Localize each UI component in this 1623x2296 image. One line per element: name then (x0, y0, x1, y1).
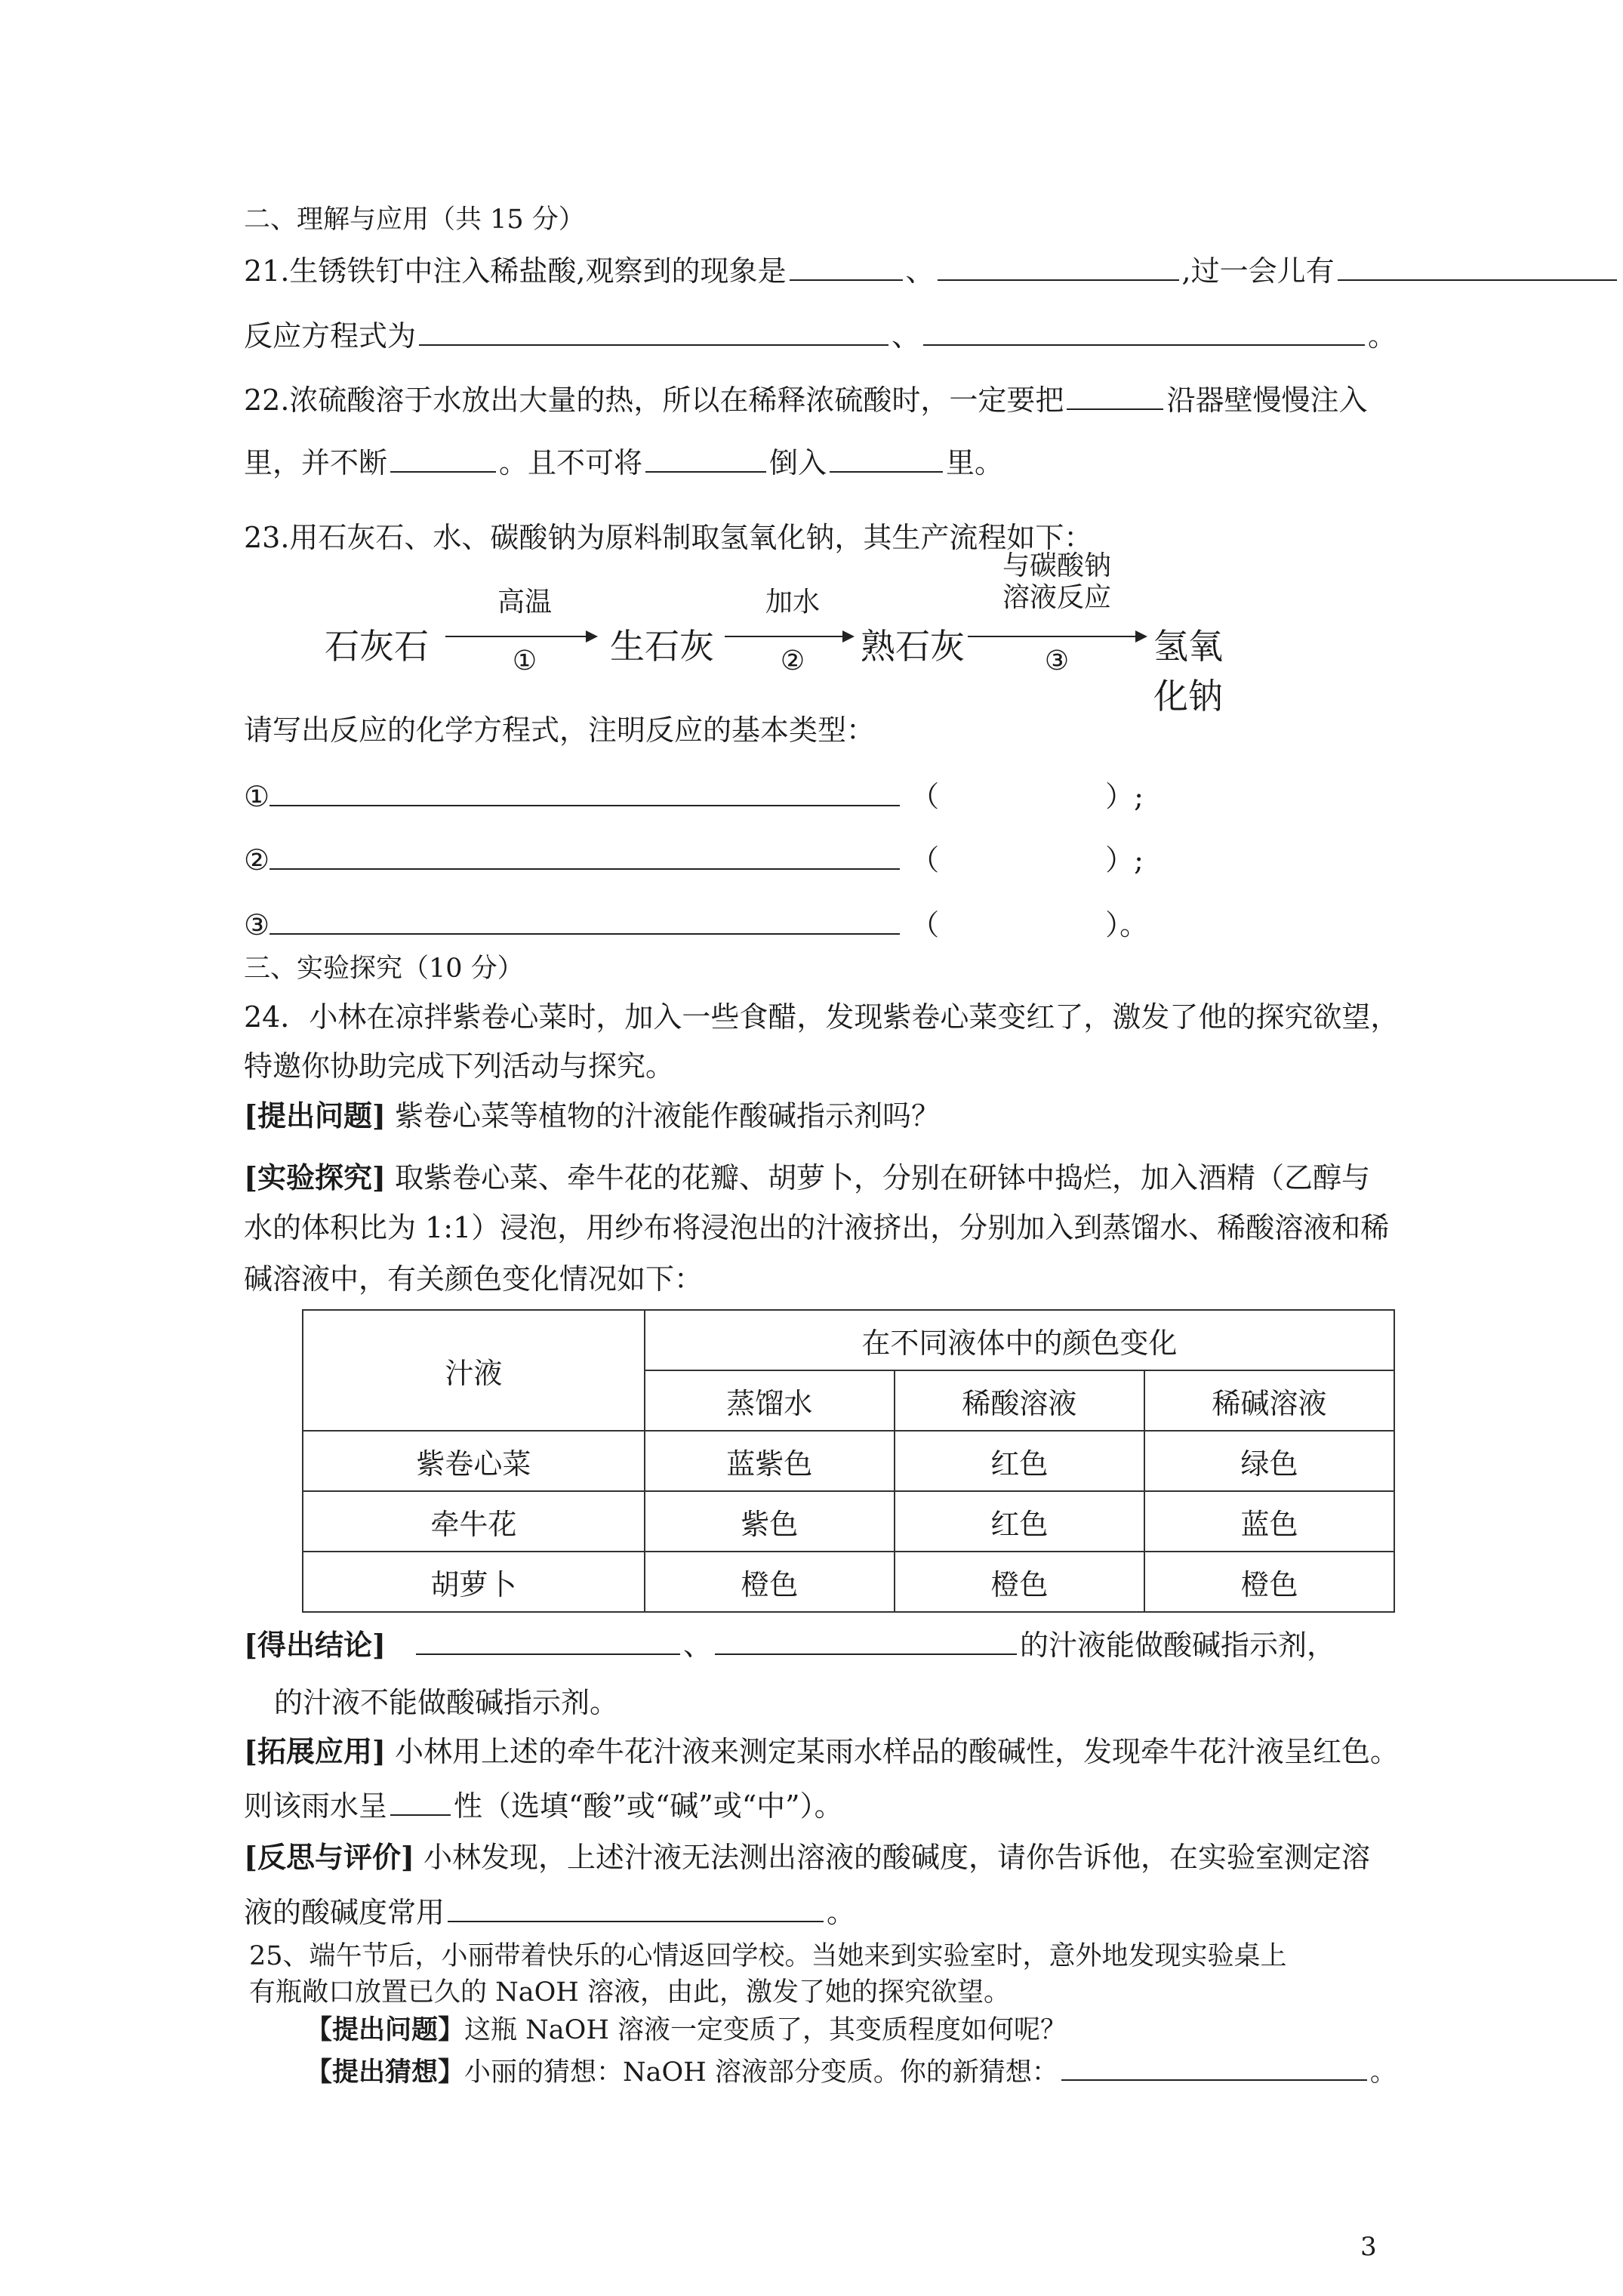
q23-reaction-2: ② （ ）; (244, 841, 1144, 878)
q24-intro-1: 24．小林在凉拌紫卷心菜时，加入一些食醋，发现紫卷心菜变红了，激发了他的探究欲望， (244, 1000, 1400, 1034)
q23-reaction-3: ③ （ ）。 (244, 906, 1148, 943)
q24-application-1: [拓展应用] 小林用上述的牵牛花汁液来测定某雨水样品的酸碱性，发现牵牛花汁液呈红色。 (244, 1734, 1400, 1768)
q23-reaction-1: ① （ ）; (244, 778, 1144, 815)
flow-step-1: ① (512, 646, 537, 676)
q25-question: 【提出问题】这瓶 NaOH 溶液一定变质了，其变质程度如何呢？ (306, 2014, 1067, 2045)
answer-blank (269, 778, 900, 806)
q24-experiment-1: [实验探究] 取紫卷心菜、牵牛花的花瓣、胡萝卜，分别在研钵中捣烂，加入酒精（乙醇与 (244, 1160, 1371, 1194)
flow-node-sodium-hydroxide: 氢氧化钠 (1153, 626, 1223, 717)
answer-blank (830, 444, 943, 473)
production-flow-diagram (325, 550, 1253, 717)
q24-reflection-1: [反思与评价] 小林发现，上述汁液无法测出溶液的酸碱度，请你告诉他，在实验室测定溶 (244, 1840, 1371, 1874)
answer-blank (923, 317, 1365, 346)
flow-label-react-1: 与碳酸钠 (1002, 550, 1111, 581)
q23-intro: 23.用石灰石、水、碳酸钠为原料制取氢氧化钠，其生产流程如下： (244, 521, 1093, 554)
q24-intro-2: 特邀你协助完成下列活动与探究。 (244, 1049, 675, 1083)
q24-question: [提出问题] 紫卷心菜等植物的汁液能作酸碱指示剂吗？ (244, 1099, 941, 1133)
answer-blank (269, 841, 900, 870)
flow-node-limestone: 石灰石 (325, 626, 429, 667)
q25-line-1: 25、端午节后，小丽带着快乐的心情返回学校。当她来到实验室时，意外地发现实验桌上 (249, 1941, 1287, 1971)
answer-blank (715, 1626, 1017, 1655)
section-3-title: 三、实验探究（10 分） (244, 954, 524, 984)
answer-blank (790, 252, 903, 281)
q25-guess: 【提出猜想】小丽的猜想：NaOH 溶液部分变质。你的新猜想： 。 (306, 2052, 1397, 2088)
answer-blank (1061, 2052, 1367, 2081)
q23-prompt: 请写出反应的化学方程式，注明反应的基本类型： (244, 713, 876, 747)
answer-blank (448, 1894, 824, 1922)
q21-line-2: 反应方程式为 、 。 (244, 317, 1397, 354)
q22-line-2: 里，并不断 。且不可将 倒入 里。 (244, 444, 1003, 481)
answer-blank (645, 444, 766, 473)
answer-blank (390, 1787, 451, 1816)
answer-blank (1338, 252, 1617, 281)
answer-blank (1067, 381, 1163, 410)
flow-step-3: ③ (1044, 646, 1070, 676)
q21-line-1: 21.生锈铁钉中注入稀盐酸,观察到的现象是 、 ,过一会儿有 (244, 252, 1620, 289)
color-change-table (302, 1309, 1395, 1613)
table-header-distilled-water: 蒸馏水 (645, 1370, 895, 1431)
flow-step-2: ② (780, 646, 805, 676)
table-row: 紫卷心菜 蓝紫色 红色 绿色 (303, 1431, 1394, 1491)
flow-label-react-2: 溶液反应 (1002, 582, 1111, 613)
q22-line-1: 22.浓硫酸溶于水放出大量的热，所以在稀释浓硫酸时，一定要把 沿器壁慢慢注入 (244, 381, 1367, 418)
q24-experiment-2: 水的体积比为 1:1）浸泡，用纱布将浸泡出的汁液挤出，分别加入到蒸馏水、稀酸溶液和稀 (244, 1211, 1390, 1244)
q24-conclusion-2: 的汁液不能做酸碱指示剂。 (274, 1686, 619, 1719)
page-number: 3 (1360, 2232, 1377, 2262)
q25-line-2: 有瓶敞口放置已久的 NaOH 溶液，由此，激发了她的探究欲望。 (249, 1977, 1010, 2008)
table-header-dilute-base: 稀碱溶液 (1144, 1370, 1394, 1431)
table-header-dilute-acid: 稀酸溶液 (895, 1370, 1144, 1431)
q24-application-2: 则该雨水呈 性（选填“酸”或“碱”或“中”）。 (244, 1787, 843, 1824)
q24-experiment-3: 碱溶液中，有关颜色变化情况如下： (244, 1262, 704, 1296)
table-row: 牵牛花 紫色 红色 蓝色 (303, 1491, 1394, 1552)
flow-node-slaked-lime: 熟石灰 (861, 626, 965, 667)
table-header-color-change: 在不同液体中的颜色变化 (645, 1310, 1394, 1370)
section-2-title: 二、理解与应用（共 15 分） (244, 205, 585, 235)
table-row: 胡萝卜 橙色 橙色 橙色 (303, 1552, 1394, 1612)
flow-label-add-water: 加水 (765, 587, 820, 618)
answer-blank (390, 444, 496, 473)
flow-arrow-2 (725, 636, 853, 637)
answer-blank (269, 906, 900, 935)
flow-label-high-temp: 高温 (497, 587, 552, 618)
flow-arrow-1 (445, 636, 596, 637)
flow-arrow-3 (968, 636, 1146, 637)
q24-conclusion-1: [得出结论] 、 的汁液能做酸碱指示剂， (244, 1628, 1335, 1662)
q24-reflection-2: 液的酸碱度常用 。 (244, 1894, 855, 1931)
answer-blank (416, 1626, 680, 1655)
answer-blank (938, 252, 1179, 281)
table-header-juice: 汁液 (303, 1310, 645, 1431)
answer-blank (419, 317, 888, 346)
flow-node-quicklime: 生石灰 (610, 626, 714, 667)
